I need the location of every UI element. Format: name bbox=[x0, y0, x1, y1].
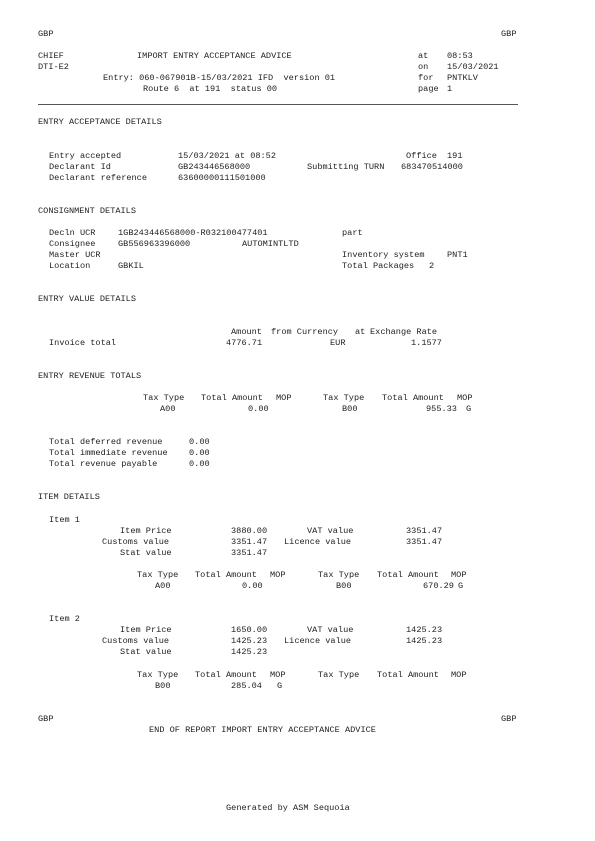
revenue-payable-label: Total revenue payable bbox=[49, 459, 158, 469]
col-total-amount: Total Amount bbox=[201, 393, 263, 403]
part-label: part bbox=[342, 228, 363, 238]
item-title: Item 1 bbox=[49, 515, 80, 525]
item-tax-type: A00 bbox=[155, 581, 171, 591]
office-label: Office bbox=[406, 151, 437, 161]
generated-by: Generated by ASM Sequoia bbox=[226, 803, 350, 813]
col-exchange-rate: Exchange Rate bbox=[370, 327, 438, 337]
item-price-value: 3880.00 bbox=[231, 526, 268, 536]
turn-label: Submitting TURN bbox=[307, 162, 385, 172]
customs-value-label: Customs value bbox=[102, 636, 170, 646]
entry-accepted-label: Entry accepted bbox=[49, 151, 122, 161]
entry-line: Entry: 060-067901B-15/03/2021 IFD version 01 bbox=[103, 73, 336, 83]
inventory-system-value: PNT1 bbox=[447, 250, 468, 260]
customs-value: 3351.47 bbox=[231, 537, 268, 547]
location-value: GBKIL bbox=[118, 261, 144, 271]
section-heading-entry-value: ENTRY VALUE DETAILS bbox=[38, 294, 136, 304]
report-title: IMPORT ENTRY ACCEPTANCE ADVICE bbox=[137, 51, 292, 61]
consignee-name: AUTOMINTLTD bbox=[242, 239, 299, 249]
revenue-tax-type: B00 bbox=[342, 404, 358, 414]
consignee-label: Consignee bbox=[49, 239, 96, 249]
col-total-amount: Total Amount bbox=[377, 670, 439, 680]
revenue-payable-value: 0.00 bbox=[189, 459, 210, 469]
col-tax-type: Tax Type bbox=[323, 393, 365, 403]
location-label: Location bbox=[49, 261, 91, 271]
revenue-amount: 0.00 bbox=[248, 404, 269, 414]
stat-value-label: Stat value bbox=[120, 647, 172, 657]
master-ucr-label: Master UCR bbox=[49, 250, 101, 260]
col-tax-type: Tax Type bbox=[143, 393, 185, 403]
customs-value-label: Customs value bbox=[102, 537, 170, 547]
col-at: at bbox=[355, 327, 366, 337]
entry-accepted-value: 15/03/2021 at 08:52 bbox=[178, 151, 276, 161]
vat-value: 3351.47 bbox=[406, 526, 443, 536]
item-price-label: Item Price bbox=[120, 625, 172, 635]
col-mop: MOP bbox=[451, 570, 467, 580]
decln-ucr-value: 1GB243446568000-R032100477401 bbox=[118, 228, 268, 238]
invoice-currency: EUR bbox=[330, 338, 346, 348]
section-heading-entry-acceptance: ENTRY ACCEPTANCE DETAILS bbox=[38, 117, 162, 127]
col-mop: MOP bbox=[270, 670, 286, 680]
col-total-amount: Total Amount bbox=[382, 393, 444, 403]
declarant-reference-label: Declarant reference bbox=[49, 173, 147, 183]
header-divider bbox=[38, 104, 518, 105]
col-total-amount: Total Amount bbox=[377, 570, 439, 580]
col-from-currency: from Currency bbox=[271, 327, 339, 337]
for-value: PNTKLV bbox=[447, 73, 478, 83]
page-label: page bbox=[418, 84, 439, 94]
exchange-rate: 1.1577 bbox=[411, 338, 442, 348]
item-tax-amount: 0.00 bbox=[242, 581, 263, 591]
system-name: CHIEF bbox=[38, 51, 64, 61]
vat-value: 1425.23 bbox=[406, 625, 443, 635]
page-number: 1 bbox=[447, 84, 453, 94]
licence-value: 1425.23 bbox=[406, 636, 443, 646]
inventory-system-label: Inventory system bbox=[342, 250, 425, 260]
revenue-mop: G bbox=[466, 404, 472, 414]
vat-value-label: VAT value bbox=[307, 625, 354, 635]
invoice-amount: 4776.71 bbox=[226, 338, 263, 348]
deferred-revenue-label: Total deferred revenue bbox=[49, 437, 163, 447]
col-mop: MOP bbox=[270, 570, 286, 580]
section-heading-consignment: CONSIGNMENT DETAILS bbox=[38, 206, 136, 216]
report-time: 08:53 bbox=[447, 51, 473, 61]
licence-value: 3351.47 bbox=[406, 537, 443, 547]
item-tax-amount: 285.04 bbox=[231, 681, 262, 691]
col-tax-type: Tax Type bbox=[318, 570, 360, 580]
item-tax-mop: G bbox=[277, 681, 283, 691]
total-packages-label: Total Packages bbox=[342, 261, 415, 271]
for-label: for bbox=[418, 73, 434, 83]
footer-banner-right: GBP bbox=[501, 714, 517, 724]
item-price-label: Item Price bbox=[120, 526, 172, 536]
decln-ucr-label: Decln UCR bbox=[49, 228, 96, 238]
declarant-reference-value: 63600000111501000 bbox=[178, 173, 266, 183]
declarant-id-label: Declarant Id bbox=[49, 162, 111, 172]
item-title: Item 2 bbox=[49, 614, 80, 624]
col-tax-type: Tax Type bbox=[318, 670, 360, 680]
vat-value-label: VAT value bbox=[307, 526, 354, 536]
item-tax-type: B00 bbox=[336, 581, 352, 591]
col-tax-type: Tax Type bbox=[137, 670, 179, 680]
declarant-id-value: GB243446568000 bbox=[178, 162, 251, 172]
route-line: Route 6 at 191 status 00 bbox=[143, 84, 278, 94]
stat-value-label: Stat value bbox=[120, 548, 172, 558]
invoice-total-label: Invoice total bbox=[49, 338, 117, 348]
consignee-id: GB556963396000 bbox=[118, 239, 191, 249]
revenue-tax-type: A00 bbox=[160, 404, 176, 414]
immediate-revenue-value: 0.00 bbox=[189, 448, 210, 458]
col-total-amount: Total Amount bbox=[195, 570, 257, 580]
col-mop: MOP bbox=[451, 670, 467, 680]
report-date: 15/03/2021 bbox=[447, 62, 499, 72]
licence-value-label: Licence value bbox=[284, 537, 352, 547]
item-tax-mop: G bbox=[458, 581, 464, 591]
section-heading-item-details: ITEM DETAILS bbox=[38, 492, 100, 502]
customs-value: 1425.23 bbox=[231, 636, 268, 646]
item-tax-amount: 670.29 bbox=[423, 581, 454, 591]
stat-value: 1425.23 bbox=[231, 647, 268, 657]
col-mop: MOP bbox=[457, 393, 473, 403]
col-tax-type: Tax Type bbox=[137, 570, 179, 580]
office-value: 191 bbox=[447, 151, 463, 161]
licence-value-label: Licence value bbox=[284, 636, 352, 646]
immediate-revenue-label: Total immediate revenue bbox=[49, 448, 168, 458]
item-tax-type: B00 bbox=[155, 681, 171, 691]
end-of-report: END OF REPORT IMPORT ENTRY ACCEPTANCE ADVICE bbox=[149, 725, 376, 735]
section-heading-revenue-totals: ENTRY REVENUE TOTALS bbox=[38, 371, 142, 381]
turn-value: 683470514000 bbox=[401, 162, 463, 172]
at-label: at bbox=[418, 51, 429, 61]
deferred-revenue-value: 0.00 bbox=[189, 437, 210, 447]
banner-right: GBP bbox=[501, 29, 517, 39]
col-mop: MOP bbox=[276, 393, 292, 403]
on-label: on bbox=[418, 62, 429, 72]
revenue-amount: 955.33 bbox=[426, 404, 457, 414]
footer-banner-left: GBP bbox=[38, 714, 54, 724]
subsystem-name: DTI-E2 bbox=[38, 62, 69, 72]
item-price-value: 1650.00 bbox=[231, 625, 268, 635]
stat-value: 3351.47 bbox=[231, 548, 268, 558]
banner-left: GBP bbox=[38, 29, 54, 39]
total-packages-value: 2 bbox=[429, 261, 435, 271]
col-total-amount: Total Amount bbox=[195, 670, 257, 680]
col-amount: Amount bbox=[231, 327, 262, 337]
